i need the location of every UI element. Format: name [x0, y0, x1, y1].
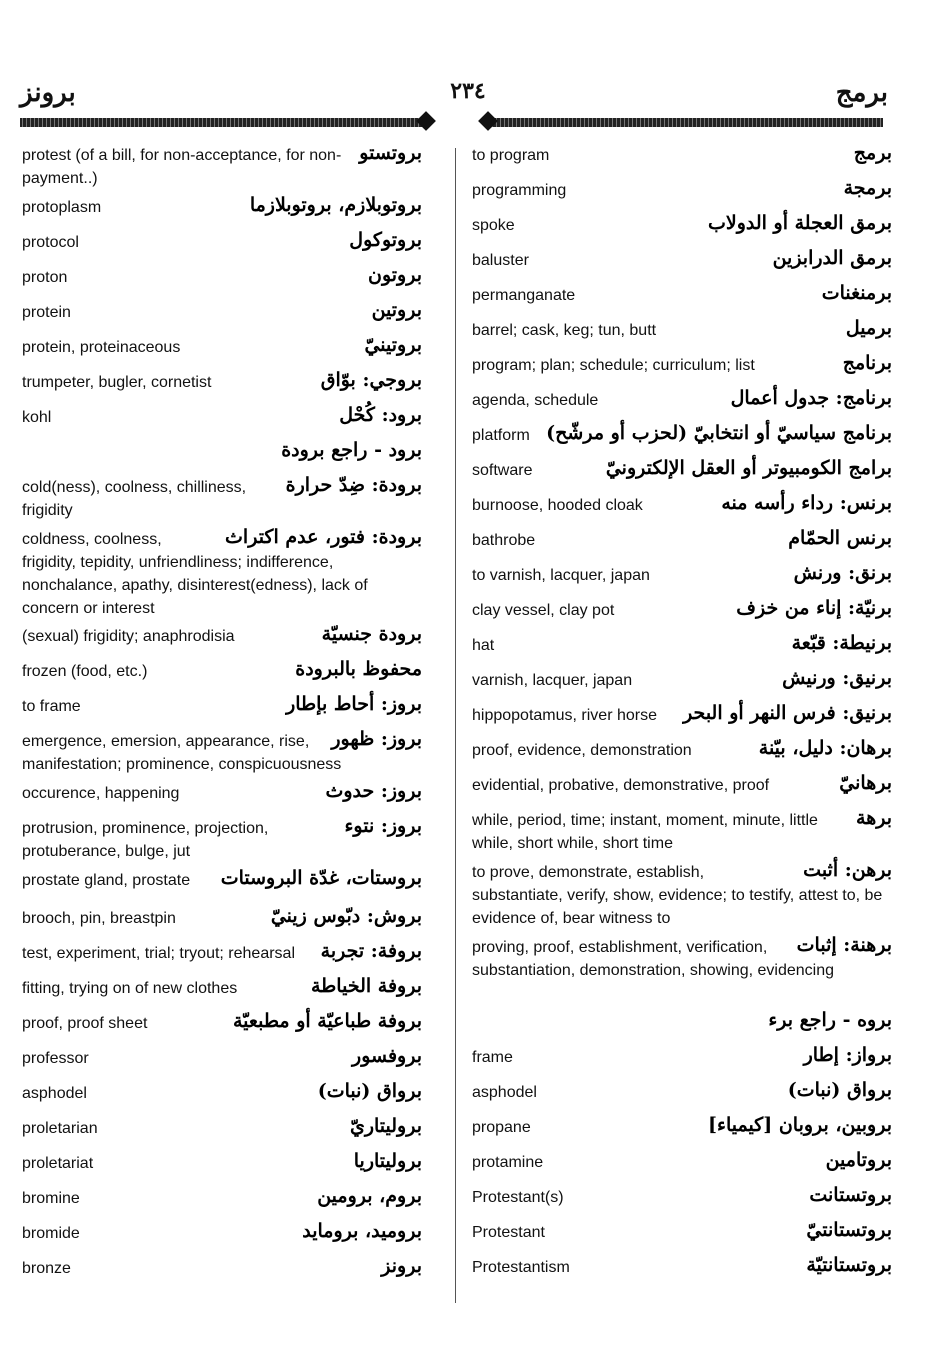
english-definition: (sexual) frigidity; anaphrodisia — [22, 628, 235, 645]
arabic-headword: برمق العجلة أو الدولاب — [707, 212, 892, 234]
english-definition: cold(ness), coolness, chilliness, frigidity — [22, 479, 247, 519]
arabic-headword: برهنة: إثبات — [796, 934, 892, 956]
header-rule-right — [490, 118, 883, 127]
english-definition: coldness, coolness, frigidity, tepidity, unfriendliness; indifference, nonchalance, apathy, disinterest(edness), lack of concern or interest — [22, 531, 368, 617]
dictionary-entry — [472, 595, 892, 630]
page-number: ٢٣٤ — [450, 78, 486, 104]
english-definition: baluster — [472, 252, 529, 269]
english-definition: proving, proof, establishment, verification, substantiation, demonstration, showing, evidencing — [472, 939, 834, 979]
arabic-headword: برودة: ضِدّ حرارة — [285, 474, 422, 496]
arabic-headword: برودة: فتور، عدم اكتراث — [225, 526, 422, 548]
column-divider — [455, 148, 456, 1303]
rule-ornament-left — [416, 111, 436, 131]
dictionary-entry — [472, 175, 892, 210]
english-definition: to varnish, lacquer, japan — [472, 567, 650, 584]
arabic-headword: برنامج سياسيّ أو انتخابيّ (لحزب أو مرشّح) — [546, 422, 892, 444]
arabic-headword: بروفة الخياطة — [311, 975, 422, 997]
dictionary-entry — [22, 192, 422, 227]
dictionary-entry — [22, 297, 422, 332]
dictionary-entry — [472, 455, 892, 490]
arabic-headword: بروفسور — [352, 1045, 422, 1067]
english-definition: proton — [22, 269, 68, 286]
arabic-headword: بروتون — [367, 264, 422, 286]
english-definition: proletarian — [22, 1120, 98, 1137]
dictionary-entry — [472, 630, 892, 665]
dictionary-entry — [472, 1217, 892, 1252]
arabic-headword: برنس: رداء رأسه منه — [721, 492, 892, 514]
arabic-headword: برنيطة: قبّعة — [791, 632, 892, 654]
english-definition: test, experiment, trial; tryout; rehearsal — [22, 945, 295, 962]
arabic-headword: بروستات، غدّة البروستات — [220, 867, 422, 889]
english-definition: frozen (food, etc.) — [22, 663, 148, 680]
dictionary-entry — [22, 262, 422, 297]
dictionary-entry — [22, 656, 422, 691]
dictionary-entry — [472, 140, 892, 175]
dictionary-entry — [22, 973, 422, 1008]
header-rule-left — [20, 118, 423, 127]
dictionary-entry — [22, 813, 422, 865]
english-definition: protrusion, prominence, projection, protuberance, bulge, jut — [22, 820, 269, 860]
dictionary-entry — [22, 332, 422, 367]
arabic-headword: برود: كُحْل — [339, 404, 422, 426]
dictionary-entry — [22, 1078, 422, 1113]
dictionary-entry — [472, 735, 892, 770]
english-definition: Protestant(s) — [472, 1189, 564, 1206]
arabic-headword: بروميد، برومايد — [302, 1220, 422, 1242]
arabic-headword: برنيّة: إناء من خزف — [736, 597, 892, 619]
dictionary-entry — [472, 525, 892, 560]
arabic-headword: بروتستانتيّ — [806, 1219, 892, 1241]
dictionary-entry — [22, 621, 422, 656]
english-definition: hippopotamus, river horse — [472, 707, 657, 724]
arabic-headword: برمنغنات — [821, 282, 892, 304]
english-definition: bromine — [22, 1190, 80, 1207]
dictionary-entry — [22, 472, 422, 524]
arabic-headword: برهة — [856, 807, 892, 829]
arabic-headword: برودة جنسيّة — [321, 623, 422, 645]
dictionary-entry — [22, 865, 422, 903]
dictionary-entry — [472, 385, 892, 420]
arabic-headword: برنيق: فرس النهر أو البحر — [683, 702, 892, 724]
arabic-headword: برنامج: جدول أعمال — [730, 387, 892, 409]
arabic-headword: برنامج — [842, 352, 892, 374]
english-definition: permanganate — [472, 287, 576, 304]
english-definition: proletariat — [22, 1155, 94, 1172]
page-header — [0, 66, 932, 110]
arabic-headword: بروتينيّ — [364, 334, 422, 356]
english-definition: to program — [472, 147, 550, 164]
dictionary-entry — [472, 560, 892, 595]
english-definition: to frame — [22, 698, 81, 715]
arabic-headword: برواز: إطار — [803, 1044, 892, 1066]
dictionary-entry — [472, 1042, 892, 1077]
arabic-headword: بروتوكول — [349, 229, 422, 251]
arabic-headword: برامج الكومبيوتر أو العقل الإلكترونيّ — [605, 457, 892, 479]
english-definition: bathrobe — [472, 532, 536, 549]
arabic-headword: بروتين — [371, 299, 422, 321]
dictionary-entry — [22, 1253, 422, 1288]
arabic-headword: برهانيّ — [839, 772, 892, 794]
english-definition: asphodel — [22, 1085, 87, 1102]
english-definition — [22, 437, 422, 441]
arabic-headword: برنيق: ورنيش — [782, 667, 892, 689]
dictionary-entry — [22, 726, 422, 778]
arabic-headword: بروتستانت — [809, 1184, 892, 1206]
arabic-headword: بروز: أحاط بإطار — [286, 693, 422, 715]
arabic-headword: برهن: أثبت — [803, 859, 892, 881]
arabic-headword: برواق (نبات) — [787, 1079, 892, 1101]
arabic-headword: برواق (نبات) — [317, 1080, 422, 1102]
english-definition: clay vessel, clay pot — [472, 602, 615, 619]
english-definition: protein, proteinaceous — [22, 339, 181, 356]
english-definition: propane — [472, 1119, 531, 1136]
english-definition: protoplasm — [22, 199, 102, 216]
dictionary-entry — [472, 1007, 892, 1042]
arabic-headword: برهان: دليل، بيّنة — [758, 737, 892, 759]
dictionary-entry — [472, 700, 892, 735]
english-definition: while, period, time; instant, moment, minute, little while, short while, short time — [472, 812, 818, 852]
english-definition: bromide — [22, 1225, 80, 1242]
dictionary-entry — [472, 932, 892, 1007]
arabic-headword: بروفة طباعيّة أو مطبعيّة — [233, 1010, 422, 1032]
english-definition: asphodel — [472, 1084, 537, 1101]
left-column — [22, 140, 422, 1288]
dictionary-entry — [22, 691, 422, 726]
english-definition: bronze — [22, 1260, 71, 1277]
right-running-headword: برمج — [835, 78, 888, 108]
dictionary-entry — [22, 367, 422, 402]
english-definition: Protestantism — [472, 1259, 570, 1276]
dictionary-entry — [22, 402, 422, 437]
english-definition: trumpeter, bugler, cornetist — [22, 374, 212, 391]
english-definition: Protestant — [472, 1224, 545, 1241]
right-column — [472, 140, 892, 1287]
english-definition: proof, proof sheet — [22, 1015, 148, 1032]
arabic-headword: بروز: ظهور — [331, 728, 422, 750]
arabic-headword: بروليتاريّ — [349, 1115, 422, 1137]
dictionary-entry — [472, 857, 892, 932]
arabic-headword: بروز: نتوء — [344, 815, 422, 837]
arabic-headword: برمجة — [843, 177, 892, 199]
english-definition: prostate gland, prostate — [22, 872, 191, 889]
english-definition: protamine — [472, 1154, 544, 1171]
english-definition: platform — [472, 427, 530, 444]
english-definition: professor — [22, 1050, 89, 1067]
english-definition: fitting, trying on of new clothes — [22, 980, 238, 997]
english-definition: occurence, happening — [22, 785, 180, 802]
dictionary-entry — [472, 490, 892, 525]
english-definition: frame — [472, 1049, 513, 1066]
english-definition: spoke — [472, 217, 515, 234]
english-definition: barrel; cask, keg; tun, butt — [472, 322, 657, 339]
arabic-headword: بروبين، بروبان [كيمياء] — [708, 1114, 892, 1136]
dictionary-entry — [472, 350, 892, 385]
english-definition: kohl — [22, 409, 52, 426]
english-definition: evidential, probative, demonstrative, proof — [472, 777, 770, 794]
english-definition: protest (of a bill, for non-acceptance, for non-payment..) — [22, 147, 342, 187]
english-definition: programming — [472, 182, 567, 199]
rule-ornament-right — [478, 111, 498, 131]
dictionary-entry — [472, 245, 892, 280]
english-definition: program; plan; schedule; curriculum; list — [472, 357, 755, 374]
dictionary-entry — [22, 1113, 422, 1148]
dictionary-entry — [472, 420, 892, 455]
dictionary-entry — [22, 903, 422, 938]
dictionary-entry — [22, 1008, 422, 1043]
dictionary-entry — [22, 1043, 422, 1078]
arabic-headword: بروجي: بوّاق — [320, 369, 422, 391]
dictionary-entry — [22, 140, 422, 192]
arabic-headword: برمق الدرابزين — [772, 247, 892, 269]
dictionary-entry — [22, 778, 422, 813]
dictionary-entry — [472, 280, 892, 315]
left-running-headword: برونز — [20, 78, 76, 108]
dictionary-entry — [472, 315, 892, 350]
dictionary-entry — [472, 805, 892, 857]
arabic-headword: بروفة: تجربة — [320, 940, 422, 962]
english-definition: brooch, pin, breastpin — [22, 910, 176, 927]
english-definition: burnoose, hooded cloak — [472, 497, 643, 514]
english-definition: software — [472, 462, 533, 479]
dictionary-entry — [22, 1148, 422, 1183]
arabic-headword: برميل — [845, 317, 892, 339]
dictionary-entry — [472, 1112, 892, 1147]
dictionary-entry — [472, 1252, 892, 1287]
dictionary-entry — [472, 665, 892, 700]
dictionary-entry — [22, 1218, 422, 1253]
arabic-headword: بروش: دبّوس زينيّ — [270, 905, 422, 927]
arabic-headword: بروه - راجع برء — [768, 1009, 892, 1031]
english-definition: hat — [472, 637, 495, 654]
dictionary-entry — [472, 1182, 892, 1217]
arabic-headword: بروز: حدوث — [325, 780, 422, 802]
dictionary-entry — [22, 938, 422, 973]
arabic-headword: برنس الحمّام — [788, 527, 892, 549]
english-definition: to prove, demonstrate, establish, substantiate, verify, show, evidence; to testify, attest to, be evidence of, bear witness to — [472, 864, 883, 927]
english-definition: emergence, emersion, appearance, rise, manifestation; prominence, conspicuousness — [22, 733, 342, 773]
dictionary-entry — [472, 770, 892, 805]
dictionary-entry — [472, 210, 892, 245]
english-definition: agenda, schedule — [472, 392, 599, 409]
dictionary-entry — [472, 1077, 892, 1112]
english-definition: protein — [22, 304, 71, 321]
arabic-headword: بروم، برومين — [317, 1185, 422, 1207]
dictionary-entry — [22, 524, 422, 621]
dictionary-entry — [472, 1147, 892, 1182]
arabic-headword: بروتستو — [359, 142, 422, 164]
dictionary-entry — [22, 437, 422, 472]
arabic-headword: بروتامين — [825, 1149, 892, 1171]
dictionary-entry — [22, 227, 422, 262]
english-definition — [472, 1007, 892, 1011]
arabic-headword: بروليتاريا — [353, 1150, 422, 1172]
arabic-headword: برمج — [853, 142, 892, 164]
arabic-headword: محفوظ بالبرودة — [295, 658, 422, 680]
english-definition: proof, evidence, demonstration — [472, 742, 692, 759]
english-definition: varnish, lacquer, japan — [472, 672, 633, 689]
arabic-headword: بروتستانتيّة — [806, 1254, 892, 1276]
arabic-headword: برنق: ورنش — [793, 562, 892, 584]
dictionary-entry — [22, 1183, 422, 1218]
arabic-headword: برونز — [381, 1255, 422, 1277]
arabic-headword: بروتوبلازم، بروتوبلازما — [249, 194, 422, 216]
english-definition: protocol — [22, 234, 79, 251]
arabic-headword: برود - راجع برودة — [281, 439, 422, 461]
